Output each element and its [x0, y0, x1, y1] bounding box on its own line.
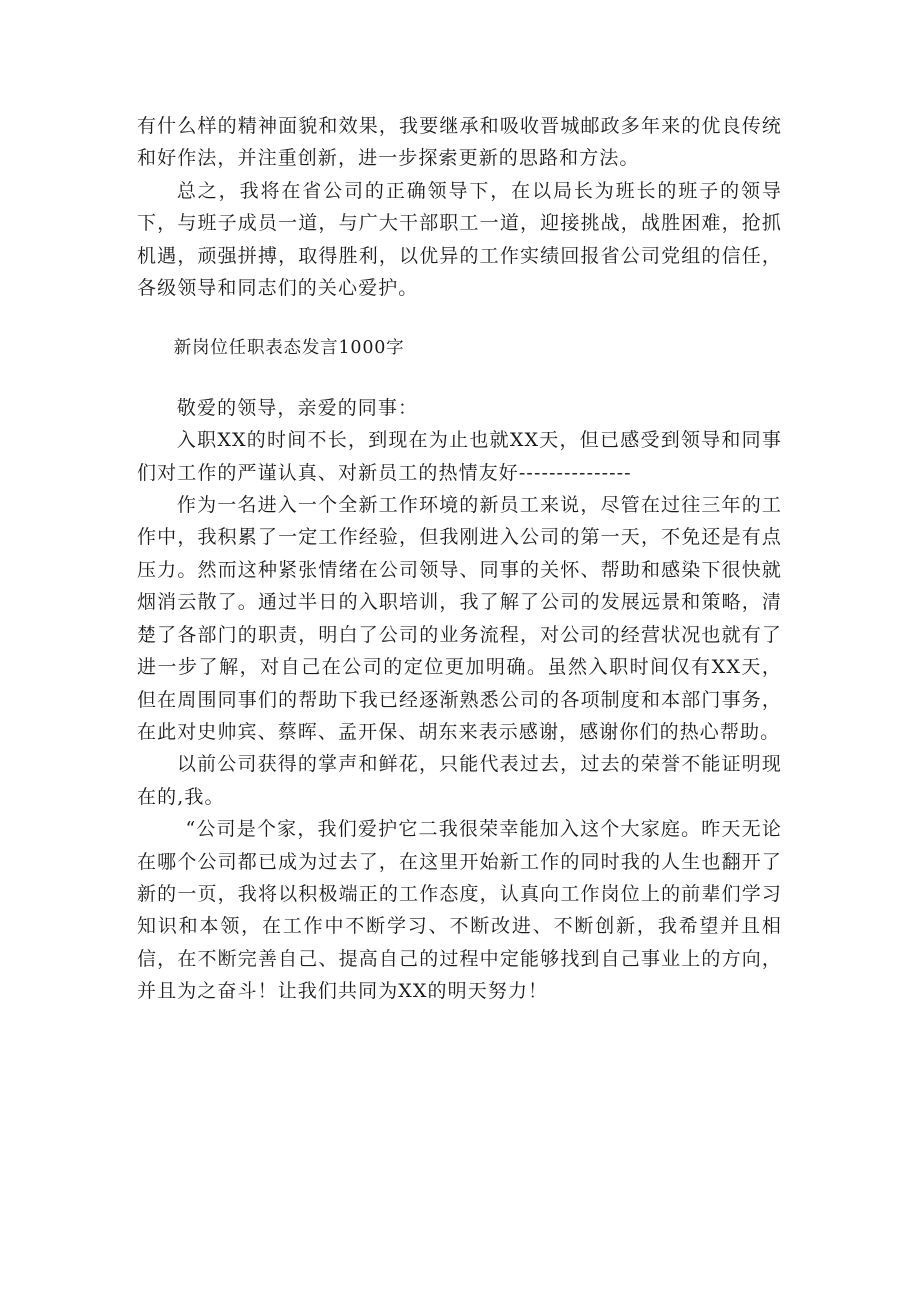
paragraph-company-family: “公司是个家，我们爱护它二我很荣幸能加入这个大家庭。昨天无论在哪个公司都已成为过去了，在这里开始新工作的同时我的人生也翻开了新的一页，我将以积极端正的工作态度，认真向工作岗位上的前辈们学习知识和本领，在工作中不断学习、不断改进、不断创新，我希望并且相信，在不断完善自己、提高自己的过程中定能够找到自己事业上的方向，并且为之奋斗！让我们共同为XX的明天努力！ [137, 818, 782, 1003]
paragraph-continuation: 有什么样的精神面貌和效果，我要继承和吸收晋城邮政多年来的优良传统和好作法，并注重创新，进一步探索更新的思路和方法。 [137, 115, 782, 170]
document-body [137, 110, 782, 1008]
section-title: 新岗位任职表态发言1000字 [173, 338, 405, 359]
paragraph-conclusion: 总之，我将在省公司的正确领导下，在以局长为班长的班子的领导下，与班子成员一道，与广大干部职工一道，迎接挑战，战胜困难，抢抓机遇，顽强拼搏，取得胜利，以优异的工作实绩回报省公司党组的信任，各级领导和同志们的关心爱护。 [137, 179, 782, 300]
paragraph-intro: 入职XX的时间不长，到现在为止也就XX天，但已感受到领导和同事们对工作的严谨认真、对新员工的热情友好--------------- [137, 429, 782, 484]
paragraph-past-honors: 以前公司获得的掌声和鲜花，只能代表过去，过去的荣誉不能证明现在的,我。 [137, 753, 782, 808]
salutation: 敬爱的领导，亲爱的同事： [176, 396, 419, 419]
paragraph-experience: 作为一名进入一个全新工作环境的新员工来说，尽管在过往三年的工作中，我积累了一定工作经验，但我刚进入公司的第一天，不免还是有点压力。然而这种紧张情绪在公司领导、同事的关怀、帮助和感染下很快就烟消云散了。通过半日的入职培训，我了解了公司的发展远景和策略，清楚了各部门的职责，明白了公司的业务流程，对公司的经营状况也就有了进一步了解，对自己在公司的定位更加明确。虽然入职时间仅有XX天，但在周围同事们的帮助下我已经逐渐熟悉公司的各项制度和本部门事务，在此对史帅宾、蔡晖、孟开保、胡东来表示感谢，感谢你们的热心帮助。 [137, 494, 782, 743]
